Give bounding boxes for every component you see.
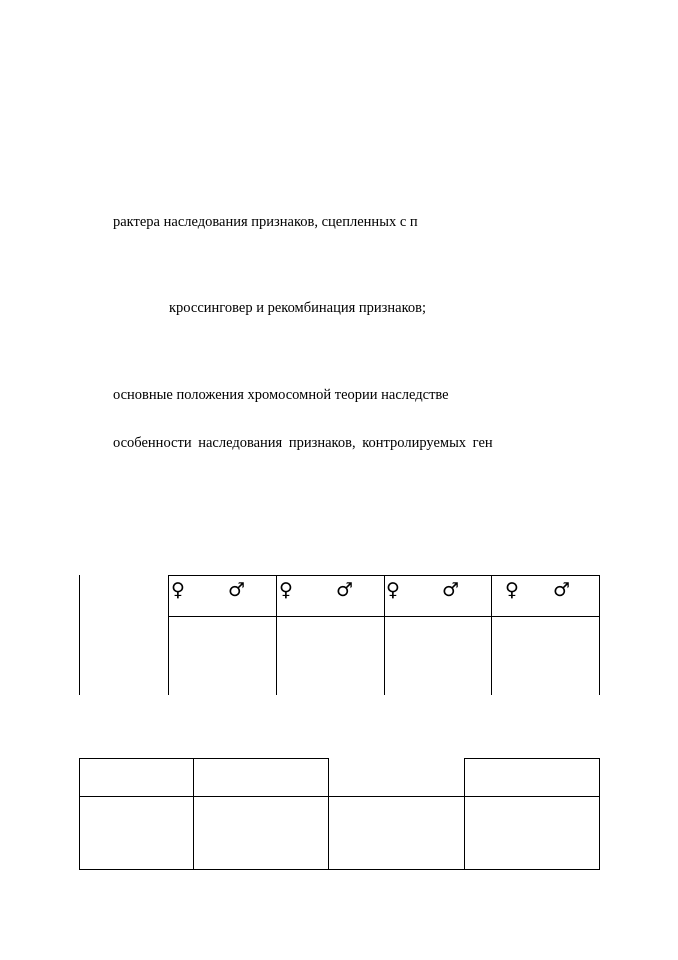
table-border-right xyxy=(599,758,600,870)
female-symbol-icon: ♀ xyxy=(386,579,400,601)
male-symbol-icon: ♂ xyxy=(553,579,571,601)
text-line-2: кроссинговер и рекомбинация признаков; xyxy=(169,300,427,316)
text-line-4: особенности наследования признаков, контролируемых ген xyxy=(113,435,493,451)
table-border xyxy=(168,575,169,695)
male-symbol-icon: ♂ xyxy=(228,579,246,601)
female-symbol-icon: ♀ xyxy=(279,579,293,601)
table-border-top xyxy=(168,575,600,576)
table-border-left xyxy=(79,758,80,870)
table-border xyxy=(276,575,277,695)
table-border xyxy=(464,758,465,870)
text-line-3: основные положения хромосомной теории наследстве xyxy=(113,387,449,403)
table-border-middle xyxy=(79,796,600,797)
table-border-top xyxy=(79,758,329,759)
table-border-middle xyxy=(168,616,600,617)
table-border-left xyxy=(79,575,80,695)
female-symbol-icon: ♀ xyxy=(171,579,185,601)
text-line-1: рактера наследования признаков, сцепленных с п xyxy=(113,214,418,230)
table-border-right xyxy=(599,575,600,695)
table-border-bottom xyxy=(79,869,600,870)
female-symbol-icon: ♀ xyxy=(505,579,519,601)
male-symbol-icon: ♂ xyxy=(336,579,354,601)
table-border xyxy=(328,758,329,870)
table-border-top xyxy=(464,758,600,759)
table-border xyxy=(491,575,492,695)
table-border xyxy=(193,758,194,870)
table-border xyxy=(384,575,385,695)
male-symbol-icon: ♂ xyxy=(442,579,460,601)
